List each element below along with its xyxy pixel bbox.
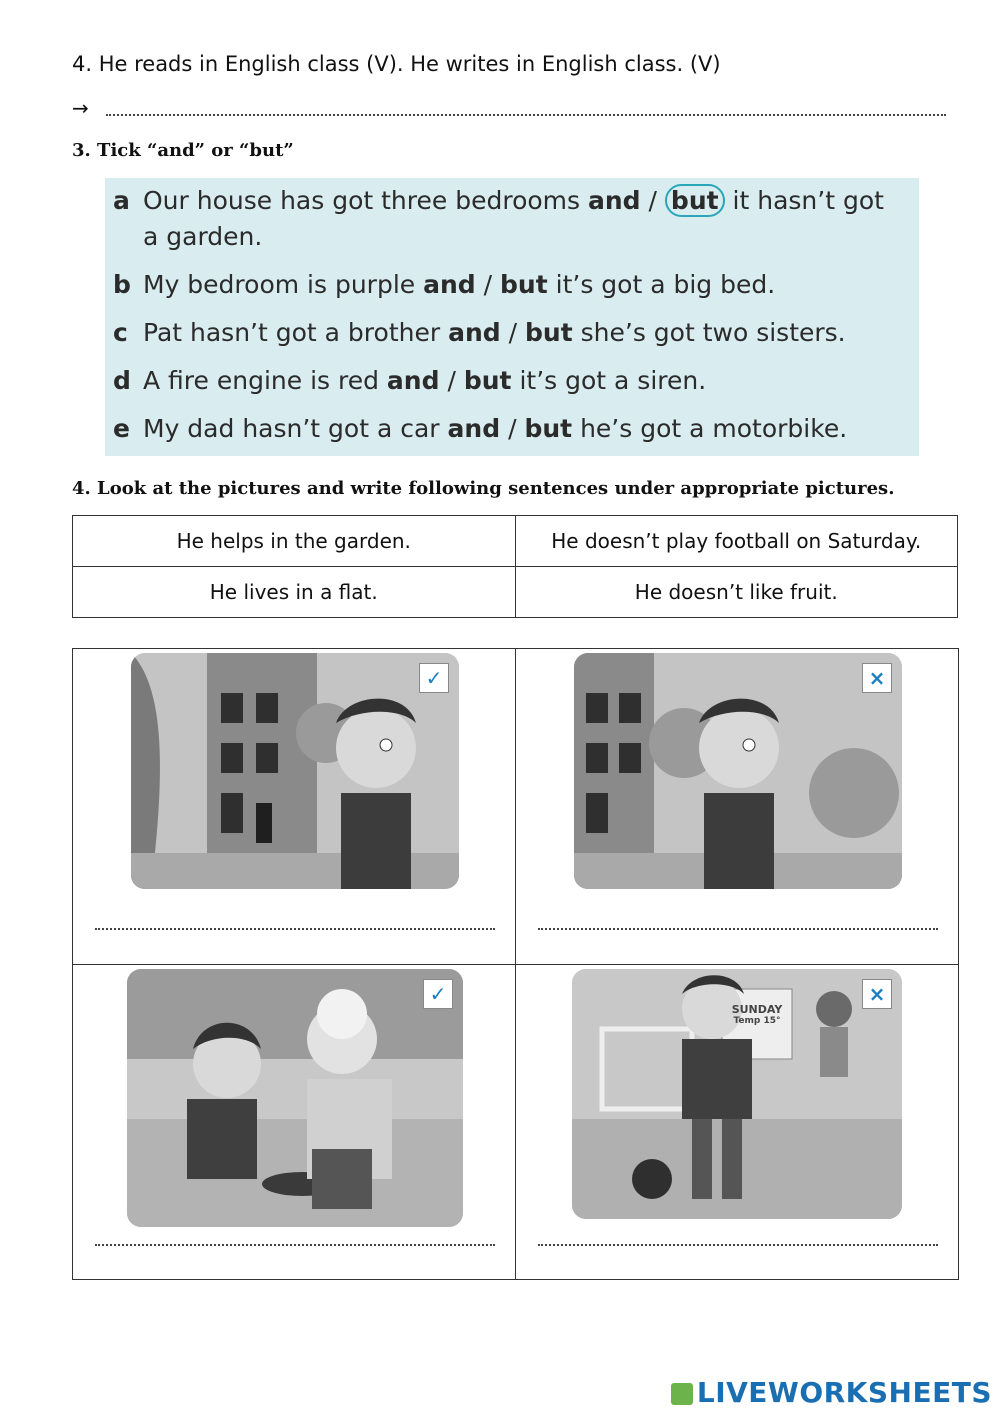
tick-row-c	[113, 318, 846, 347]
row-text: Our house has got three bedrooms	[143, 186, 581, 215]
and-option[interactable]: and	[588, 186, 641, 215]
but-option[interactable]: but	[463, 366, 512, 395]
arrow-icon: →	[72, 96, 89, 120]
separator: /	[648, 186, 657, 215]
but-option[interactable]: but	[500, 270, 548, 299]
cross-icon: ×	[862, 979, 892, 1009]
sentence-cell: He helps in the garden.	[73, 516, 516, 567]
separator: /	[508, 318, 518, 347]
check-icon: ✓	[423, 979, 453, 1009]
sign-temp: Temp 15°	[733, 1015, 781, 1026]
row-text: she’s got two sisters.	[580, 318, 846, 347]
row-text: he’s got a motorbike.	[580, 414, 848, 443]
separator: /	[483, 270, 493, 299]
answer-line[interactable]	[72, 96, 946, 120]
tick-row-b	[113, 270, 775, 299]
logo-text: LIVEWORKSHEETS	[696, 1376, 992, 1409]
picture-cell	[73, 649, 516, 965]
but-option[interactable]: but	[525, 318, 573, 347]
logo-icon	[671, 1383, 693, 1405]
row-letter: c	[113, 318, 128, 347]
sentence-cell: He lives in a flat.	[73, 567, 516, 618]
cross-icon: ×	[862, 663, 892, 693]
picture-cell	[516, 649, 959, 965]
boy-by-flat-picture	[574, 653, 902, 889]
sign-day: SUNDAY	[731, 1002, 783, 1016]
tick-row-a	[113, 186, 884, 215]
and-option[interactable]: and	[448, 318, 501, 347]
section-4-title: 4. Look at the pictures and write following sentences under appropriate pictures.	[72, 478, 895, 499]
sign-text	[724, 1003, 790, 1026]
tick-row-d	[113, 366, 706, 395]
previous-exercise-item: 4. He reads in English class (V). He writes in English class. (V)	[72, 52, 721, 76]
dotted-answer-field[interactable]	[106, 114, 946, 116]
and-option[interactable]: and	[386, 366, 440, 395]
check-icon: ✓	[419, 663, 449, 693]
boy-playing-football-picture	[572, 969, 902, 1219]
but-option-selected[interactable]: but	[665, 184, 725, 217]
row-text: it’s got a big bed.	[555, 270, 776, 299]
row-text: it’s got a siren.	[519, 366, 707, 395]
row-letter: b	[113, 270, 131, 299]
dotted-answer-field[interactable]	[538, 1244, 938, 1246]
sentence-bank-table	[72, 515, 958, 618]
boy-gardening-picture	[127, 969, 463, 1227]
separator: /	[508, 414, 517, 443]
dotted-answer-field[interactable]	[538, 928, 938, 930]
row-letter: a	[113, 186, 130, 215]
dotted-answer-field[interactable]	[95, 928, 495, 930]
row-text: A fire engine is red	[143, 366, 379, 395]
tick-row-a-continued: a garden.	[143, 222, 263, 251]
sentence-cell: He doesn’t play football on Saturday.	[515, 516, 958, 567]
tick-row-e	[113, 414, 847, 443]
and-option[interactable]: and	[447, 414, 501, 443]
section-3-title: 3. Tick “and” or “but”	[72, 140, 294, 161]
row-text: My bedroom is purple	[143, 270, 416, 299]
but-option[interactable]: but	[524, 414, 573, 443]
and-option[interactable]: and	[423, 270, 476, 299]
row-text: it hasn’t got	[732, 186, 884, 215]
dotted-answer-field[interactable]	[95, 1244, 495, 1246]
row-letter: e	[113, 414, 130, 443]
liveworksheets-logo	[671, 1376, 992, 1409]
picture-cell	[73, 964, 516, 1280]
boy-by-flat-picture	[131, 653, 459, 889]
sentence-cell: He doesn’t like fruit.	[515, 567, 958, 618]
picture-answer-table	[72, 648, 959, 1280]
row-letter: d	[113, 366, 131, 395]
row-text: My dad hasn’t got a car	[143, 414, 440, 443]
separator: /	[447, 366, 456, 395]
row-text: Pat hasn’t got a brother	[143, 318, 441, 347]
tick-exercise-box	[105, 178, 919, 456]
picture-cell	[516, 964, 959, 1280]
